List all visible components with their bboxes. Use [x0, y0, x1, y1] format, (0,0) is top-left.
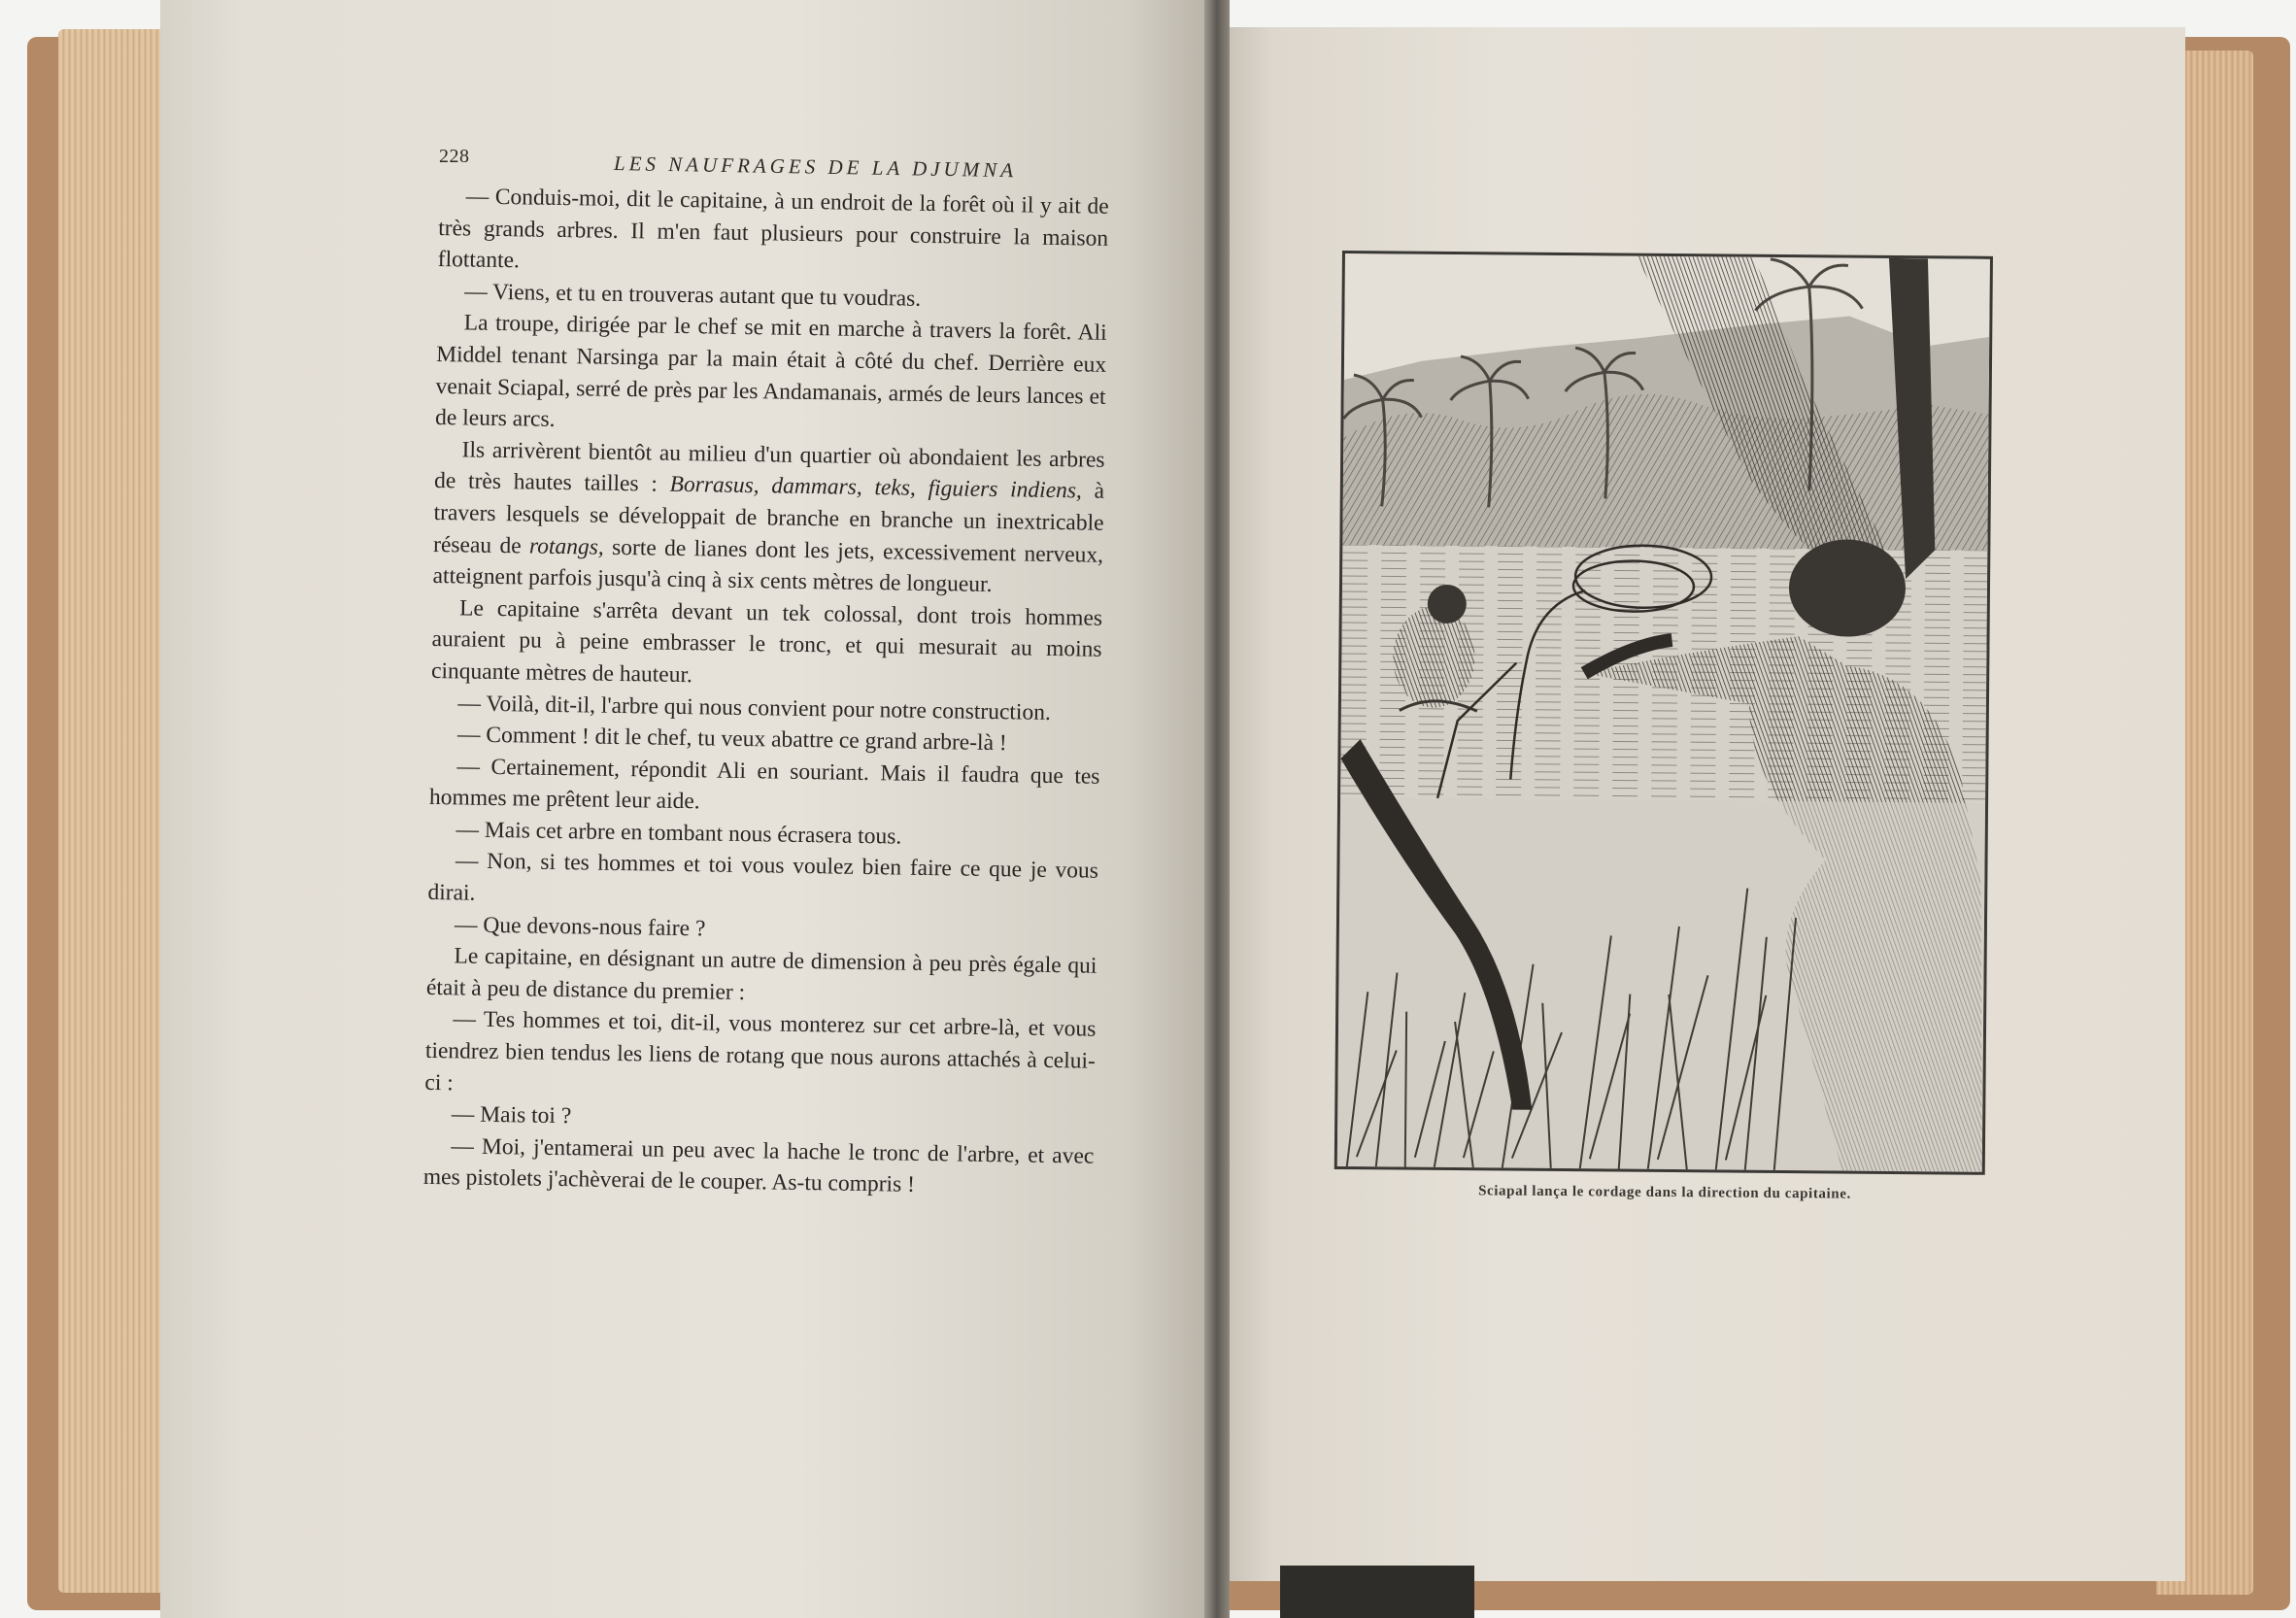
paragraph: — Que devons-nous faire ? — [454, 912, 706, 942]
paragraph: — Conduis-moi, dit le capitaine, à un endroit de la forêt où il y ait de très grands arbres. Il m'en faut plusieurs pour construire la maison flottante. — [437, 184, 1109, 274]
paragraph: Le capitaine, en désignant un autre de dimension à peu près égale qui était à peu de distance du premier : — [425, 943, 1097, 1005]
page-number: 228 — [439, 146, 470, 167]
paragraph: Le capitaine s'arrêta devant un tek colossal, dont trois hommes auraient pu à peine embrasser le tronc, et qui mesurait au moins cinquante mètres de hauteur. — [430, 595, 1103, 689]
paragraph: — Mais toi ? — [451, 1101, 572, 1129]
paragraph-text: à travers lesquels se développait de branche en branche un inextricable réseau de — [432, 478, 1105, 559]
paragraph: — Viens, et tu en trouveras autant que tu voudras. — [464, 279, 922, 312]
paragraph: — Mais cet arbre en tombant nous écrasera tous. — [456, 817, 902, 850]
illustration-caption: Sciapal lança le cordage dans la direction du capitaine. — [1478, 1183, 1851, 1202]
paragraph: — Tes hommes et toi, dit-il, vous monterez sur cet arbre-là, et vous tiendrez bien tendus les liens de rotang que nous aurons attachés à celui-ci : — [424, 1006, 1097, 1096]
italic-rotangs: rotangs, — [528, 533, 604, 560]
italic-trees: Borrasus, dammars, teks, figuiers indiens, — [669, 472, 1083, 504]
engraving-illustration — [1334, 251, 1993, 1175]
paragraph: La troupe, dirigée par le chef se mit en marche à travers la forêt. Ali Middel tenant Narsinga par la main était à côté du chef. Derrière eux venait Sciapal, serré de près par les Andamanais, armés de leurs lances et de leurs arcs. — [434, 310, 1107, 433]
paragraph: — Moi, j'entamerai un peu avec la hache le tronc de l'arbre, et avec mes pistolets j'achèverai de le couper. As-tu compris ! — [422, 1133, 1095, 1198]
spine-bottom — [1280, 1566, 1474, 1618]
paragraph: — Non, si tes hommes et toi vous voulez bien faire ce que je vous dirai. — [427, 848, 1099, 906]
paragraph: — Comment ! dit le chef, tu veux abattre ce grand arbre-là ! — [456, 722, 1007, 757]
page-text — [423, 181, 1109, 1204]
running-head: LES NAUFRAGES DE LA DJUMNA — [613, 152, 1018, 183]
paragraph-text: Ils arrivèrent bientôt au milieu d'un quartier où abondaient les arbres de très hautes tailles : — [433, 437, 1105, 498]
paragraph: — Certainement, répondit Ali en souriant. Mais il faudra que tes hommes me prêtent leur aide. — [428, 754, 1100, 815]
paragraph: — Voilà, dit-il, l'arbre qui nous convient pour notre construction. — [457, 690, 1052, 725]
paragraph-text: sorte de lianes dont les jets, excessivement nerveux, atteignent parfois jusqu'à cinq à six cents mètres de longueur. — [432, 534, 1104, 598]
paragraph — [432, 434, 1104, 603]
book-gutter — [1204, 0, 1230, 1618]
